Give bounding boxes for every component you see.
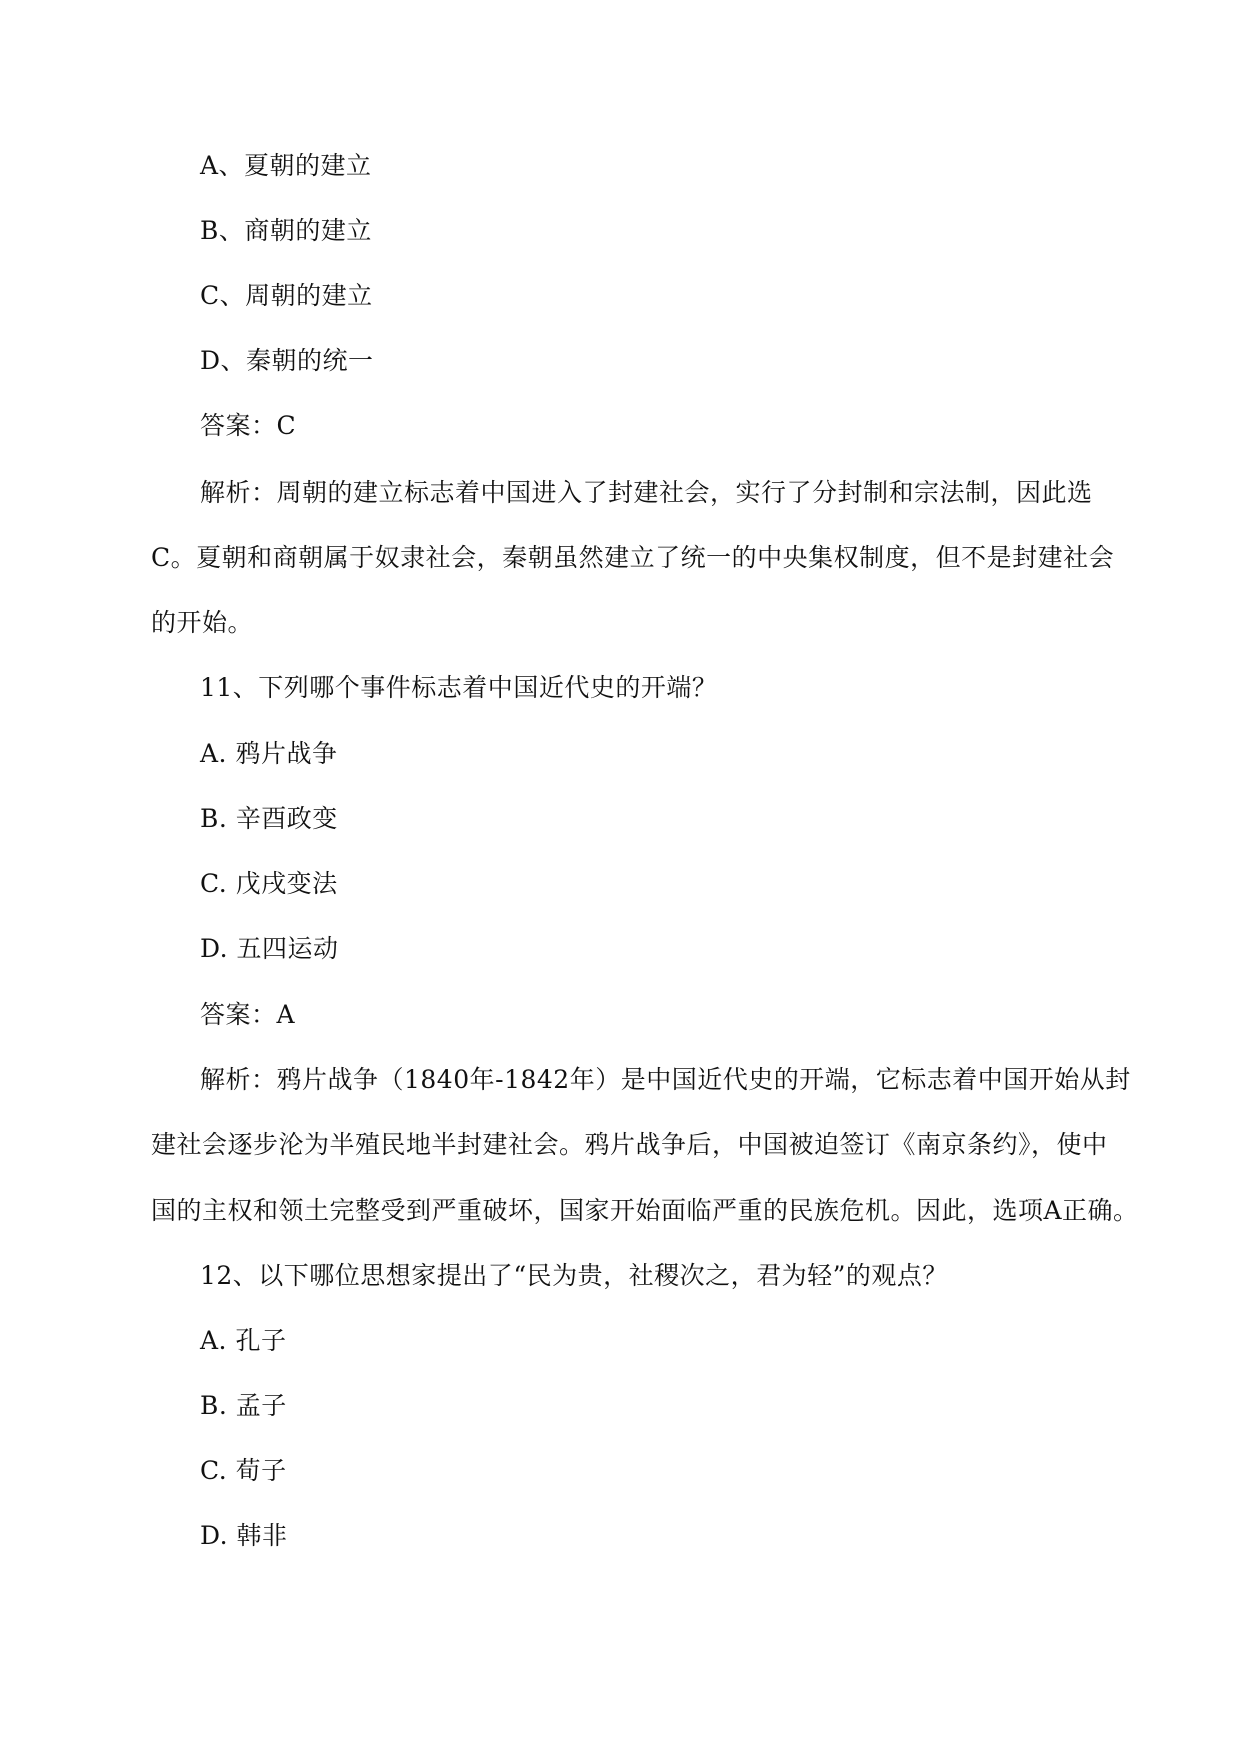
q11-answer: 答案：A [200, 1000, 296, 1029]
q11-analysis-line-3: 国的主权和领土完整受到严重破坏，国家开始面临严重的民族危机。因此，选项A正确。 [151, 1196, 1139, 1225]
q10-answer: 答案：C [200, 411, 297, 440]
q11-option-c: C. 戊戌变法 [200, 869, 338, 898]
q11-analysis-line-1: 解析：鸦片战争（1840年-1842年）是中国近代史的开端，它标志着中国开始从封 [200, 1065, 1131, 1094]
q12-option-d: D. 韩非 [200, 1521, 288, 1550]
q10-analysis-line-2: C。夏朝和商朝属于奴隶社会，秦朝虽然建立了统一的中央集权制度，但不是封建社会 [151, 543, 1115, 572]
q12-question: 12、以下哪位思想家提出了“民为贵，社稷次之，君为轻”的观点？ [200, 1261, 948, 1290]
q10-option-a: A、夏朝的建立 [200, 151, 372, 180]
q10-analysis-line-1: 解析：周朝的建立标志着中国进入了封建社会，实行了分封制和宗法制，因此选 [200, 478, 1093, 507]
q12-option-b: B. 孟子 [200, 1391, 287, 1420]
q11-option-d: D. 五四运动 [200, 934, 339, 963]
q10-option-d: D、秦朝的统一 [200, 346, 374, 375]
q10-option-c: C、周朝的建立 [200, 281, 373, 310]
q10-option-b: B、商朝的建立 [200, 216, 372, 245]
q12-option-a: A. 孔子 [200, 1326, 287, 1355]
q10-analysis-line-3: 的开始。 [151, 608, 254, 637]
q11-question: 11、下列哪个事件标志着中国近代史的开端？ [200, 673, 718, 702]
q11-analysis-line-2: 建社会逐步沦为半殖民地半封建社会。鸦片战争后，中国被迫签订《南京条约》，使中 [151, 1130, 1108, 1159]
q11-option-b: B. 辛酉政变 [200, 804, 338, 833]
q11-option-a: A. 鸦片战争 [200, 739, 338, 768]
q12-option-c: C. 荀子 [200, 1456, 287, 1485]
